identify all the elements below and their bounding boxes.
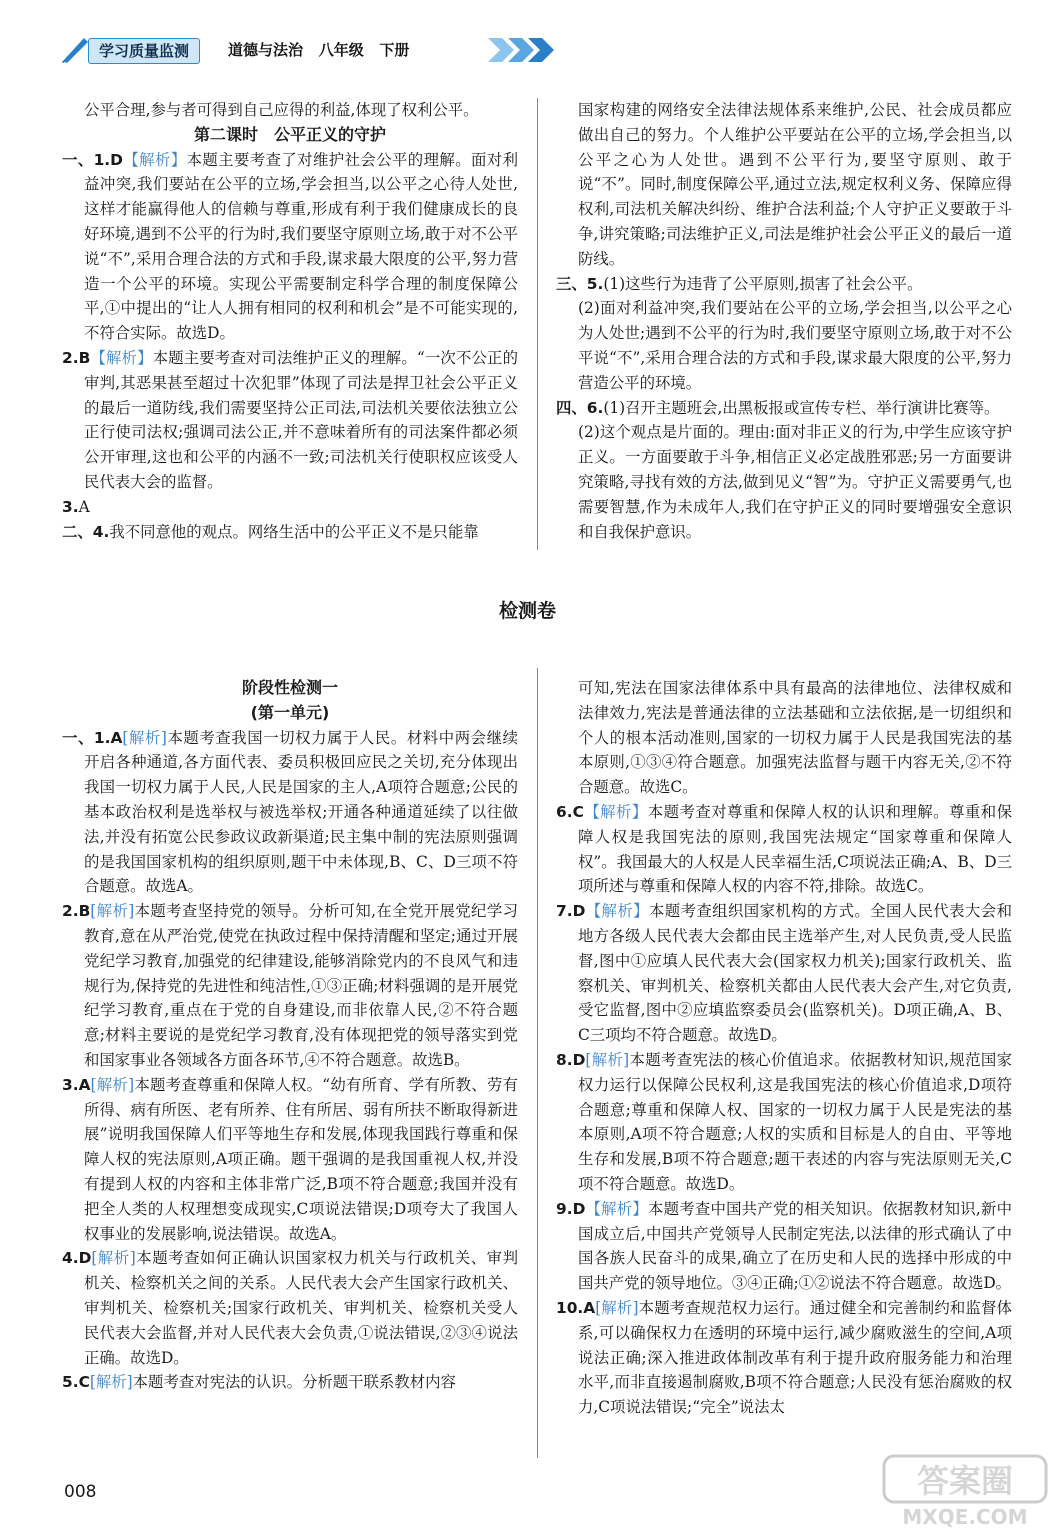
- column-divider: [537, 98, 538, 550]
- answer-item: 7.D【解析】本题考查组织国家机构的方式。全国人民代表大会和地方各级人民代表大会都由民主选举产生,对人民负责,受人民监督,图中①应填人民代表大会(国家权力机关);国家行政机关、监察机关、审判机关、检察机关都由人民代表大会产生,对它负责,受它监督,图中②应填监察委员会(监察机关)。D项正确,A、B、C三项均不符合题意。故选D。: [556, 902, 1012, 1045]
- answer-item: 一、1.D【解析】本题主要考查了对维护社会公平的理解。面对利益冲突,我们要站在公平的立场,学会担当,以公平之心待人处世,这样才能赢得他人的信赖与尊重,形成有利于我们健康成长的良好环境,遇到不公平的行为时,我们要坚守原则立场,敢于对不公平说“不”,采用合理合法的方式和手段,谋求最大限度的公平,努力营造一个公平的环境。实现公平需要制定科学合理的制度保障公平,①中提出的“让人人拥有相同的权利和机会”是不可能实现的,不符合实际。故选D。: [62, 150, 518, 343]
- answer-item: 6.C【解析】本题考查对尊重和保障人权的认识和理解。尊重和保障人权是我国宪法的原则,我国宪法规定“国家尊重和保障人权”。我国最大的人权是人民幸福生活,C项说法正确;A、B、D三项所述与尊重和保障人权的内容不符,排除。故选C。: [556, 802, 1012, 896]
- book-info: [228, 38, 409, 62]
- page-number: 008: [64, 1482, 97, 1502]
- lesson-heading: 第二课时 公平正义的守护: [193, 124, 386, 144]
- top-right-column: [556, 98, 1012, 544]
- answer-item: 4.D[解析]本题考查如何正确认识国家权力机关与行政机关、审判机关、检察机关之间的关系。人民代表大会产生国家行政机关、审判机关、检察机关;国家行政机关、审判机关、检察机关受人民代表大会监督,并对人民代表大会负责,①说法错误,②③④说法正确。故选D。: [62, 1249, 518, 1367]
- answer-item: 8.D[解析]本题考查宪法的核心价值追求。依据教材知识,规范国家权力运行以保障公民权利,这是我国宪法的核心价值追求,D项符合题意;尊重和保障人权、国家的一切权力属于人民是宪法的基本原则,A项不符合题意;人权的实质和目标是人的自由、平等地生存和发展,B项不符合题意;题干表述的内容与宪法原则无关,C项不符合题意。故选D。: [556, 1050, 1012, 1193]
- pen-icon: [60, 34, 90, 64]
- unit-subheading: (第一单元): [250, 702, 330, 722]
- answer-item: 一、1.A[解析]本题考查我国一切权力属于人民。材料中两会继续开启各种通道,各方面代表、委员积极回应民之关切,充分体现出我国一切权力属于人民,人民是国家的主人,A项符合题意;公民的基本政治权利是选举权与被选举权;开通各种通道延续了以往做法,并没有拓宽公民参政议政新渠道;民主集中制的宪法原则强调的是我国国家机构的组织原则,题干中未体现,B、C、D三项不符合题意。故选A。: [62, 728, 518, 896]
- answer-item: 3.A: [62, 497, 90, 516]
- page-header: [60, 30, 520, 70]
- top-left-column: [62, 98, 518, 544]
- answer-item: 三、5.(1)这些行为违背了公平原则,损害了社会公平。: [556, 274, 923, 293]
- answer-item: 四、6.(1)召开主题班会,出黑板报或宣传专栏、举行演讲比赛等。: [556, 398, 1000, 417]
- answer-item: 2.B【解析】本题主要考查对司法维护正义的理解。“一次不公正的审判,其恶果甚至超过十次犯罪”体现了司法是捍卫社会公平正义的最后一道防线,我们需要坚持公正司法,司法机关要依法独立公正行使司法权;强调司法公正,并不意味着所有的司法案件都必须公开审理,这也和公平的内涵不一致;司法机关行使职权应该受人民代表大会的监督。: [62, 348, 518, 491]
- answer-item: 5.C[解析]本题考查对宪法的认识。分析题干联系教材内容: [62, 1373, 456, 1392]
- continued-text: 国家构建的网络安全法律法规体系来维护,公民、社会成员都应做出自己的努力。个人维护公平要站在公平的立场,学会担当,以公平之心为人处世。遇到不公平行为,要坚守原则、敢于说“不”。同时,制度保障公平,通过立法,规定权利义务、保障应得权利,司法机关解决纠纷、维护合法利益;个人守护正义要敢于斗争,讲究策略;司法维护正义,司法是维护社会公平正义的最后一道防线。: [578, 101, 1012, 268]
- carryover-text: 公平合理,参与者可得到自己应得的利益,体现了权利公平。: [84, 101, 479, 119]
- answer-item: 3.A[解析]本题考查尊重和保障人权。“幼有所育、学有所教、劳有所得、病有所医、老有所养、住有所居、弱有所扶不断取得新进展”说明我国保障人们平等地生存和发展,体现我国践行尊重和保障人权的宪法原则,A项正确。题干强调的是我国重视人权,并没有提到人权的内容和主体非常广泛,B项不符合题意;我国并没有把全人类的人权理想变成现实,C项说法错误;D项夸大了我国人权事业的发展影响,说法错误。故选A。: [62, 1075, 518, 1243]
- watermark-logo: [880, 1452, 1050, 1532]
- answer-subitem: (2)面对利益冲突,我们要站在公平的立场,学会担当,以公平之心为人处世;遇到不公平的行为时,我们要坚守原则立场,敢于对不公平说“不”,采用合理合法的方式和手段,谋求最大限度的公平,努力营造公平的环境。: [578, 299, 1012, 392]
- bottom-left-column: [62, 676, 518, 1395]
- svg-text:MXQE.COM: MXQE.COM: [902, 1505, 1028, 1529]
- answer-item: 10.A[解析]本题考查规范权力运行。通过健全和完善制约和监督体系,可以确保权力在透明的环境中运行,减少腐败滋生的空间,A项说法正确;深入推进政体制改革有利于提升政府服务能力和治理水平,而非直接遏制腐败,B项不符合题意;人民没有惩治腐败的权力,C项说法错误;“完全”说法太: [556, 1298, 1012, 1417]
- series-badge: 学习质量监测: [88, 38, 200, 64]
- grade: 八年级: [318, 41, 364, 59]
- continued-text: 可知,宪法在国家法律体系中具有最高的法律地位、法律权威和法律效力,宪法是普通法律的立法基础和立法依据,是一切组织和个人的根本活动准则,国家的一切权力属于人民是我国宪法的基本原则,①③④符合题意。加强宪法监督与题干内容无关,②不符合题意。故选C。: [578, 679, 1012, 797]
- answer-item: 9.D【解析】本题考查中国共产党的相关知识。依据教材知识,新中国成立后,中国共产党领导人民制定宪法,以法律的形式确认了中国各族人民奋斗的成果,确立了在历史和人民的选择中形成的中国共产党的领导地位。③④正确;①②说法不符合题意。故选D。: [556, 1199, 1012, 1293]
- answer-subitem: (2)这个观点是片面的。理由:面对非正义的行为,中学生应该守护正义。一方面要敢于斗争,相信正义必定战胜邪恶;另一方面要讲究策略,寻找有效的方法,做到见义“智”为。守护正义需要勇气,也需要智慧,作为未成年人,我们在守护正义的同时要增强安全意识和自我保护意识。: [578, 423, 1012, 541]
- answer-item: 2.B[解析]本题考查坚持党的领导。分析可知,在全党开展党纪学习教育,意在从严治党,使党在执政过程中保持清醒和坚定;通过开展党纪学习教育,加强党的纪律建设,能够消除党内的不良风气和违规行为,保持党的先进性和纯洁性,①③正确;材料强调的是开展党纪学习教育,重点在于党的自身建设,而非依靠人民,②不符合题意;材料主要说的是党纪学习教育,没有体现把党的领导落实到党和国家事业各领域各方面各环节,④不符合题意。故选B。: [62, 902, 518, 1069]
- answer-item: 二、4.我不同意他的观点。网络生活中的公平正义不是只能靠: [62, 522, 479, 541]
- svg-text:答案圈: 答案圈: [916, 1462, 1014, 1500]
- subject: 道德与法治: [228, 41, 304, 59]
- chevron-arrows-icon: [488, 36, 558, 64]
- column-divider: [537, 668, 538, 1458]
- section-title: 检测卷: [498, 600, 556, 622]
- test-heading: 阶段性检测一: [241, 678, 338, 697]
- bottom-right-column: [556, 676, 1012, 1420]
- volume: 下册: [379, 41, 410, 59]
